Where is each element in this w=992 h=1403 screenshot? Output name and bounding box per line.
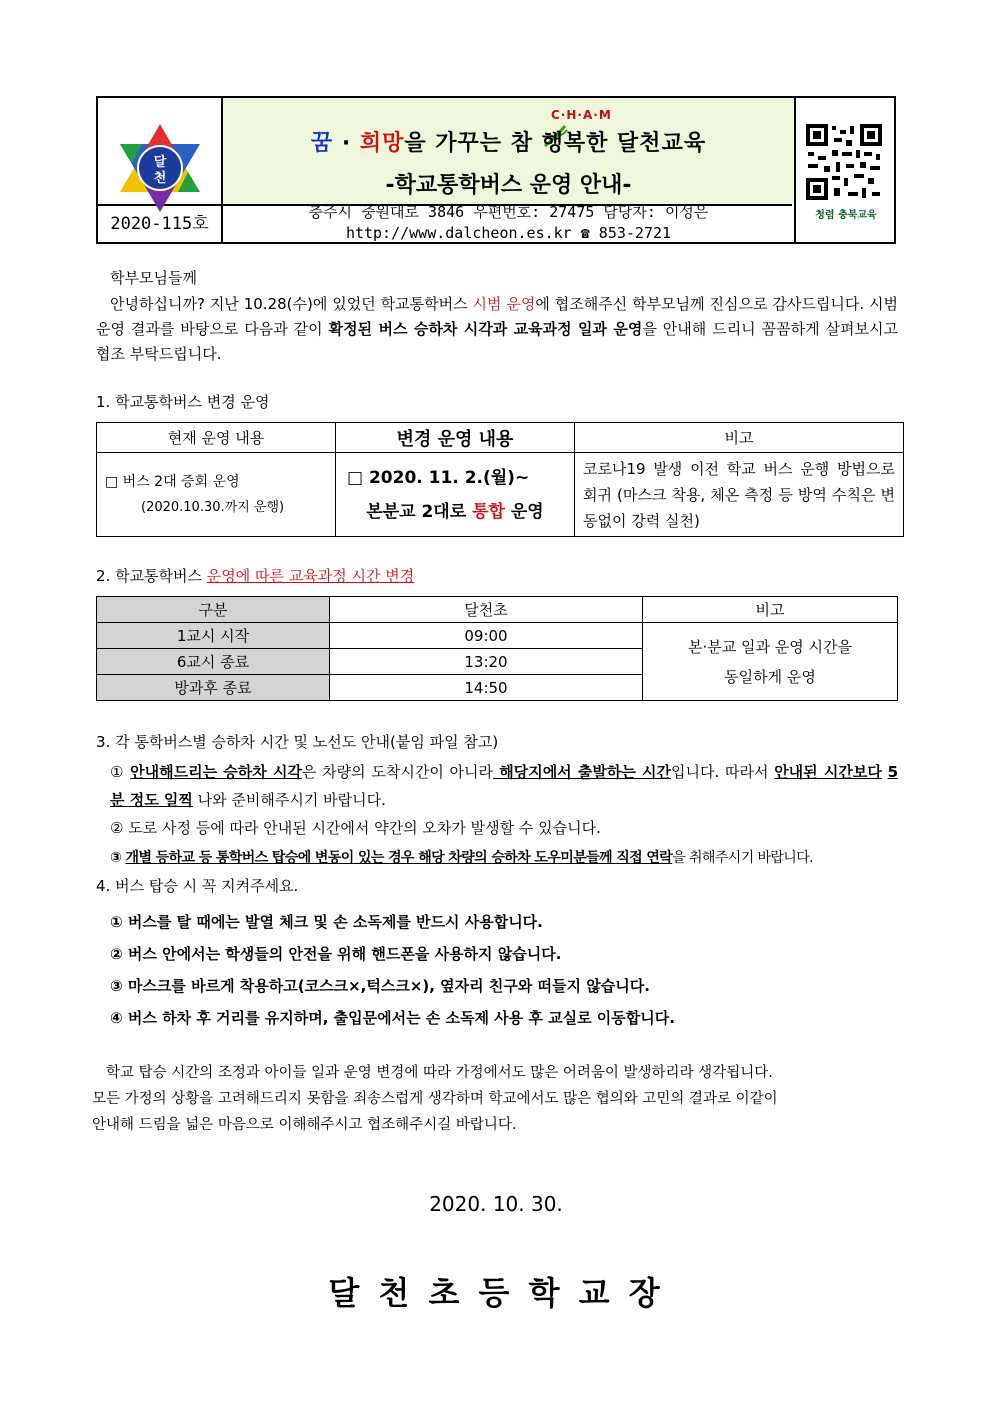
- contact-info: [223, 202, 794, 244]
- row-time: 14:50: [330, 675, 643, 701]
- section4-heading: 4. 버스 탑승 시 꼭 지켜주세요.: [96, 877, 299, 895]
- bus-change-table: [96, 422, 904, 537]
- greeting: 학부모님들께: [110, 269, 197, 287]
- row-label: 방과후 종료: [97, 675, 330, 701]
- section3-item-3: ③ 개별 등하교 등 통학버스 탑승에 변동이 있는 경우 해당 차량의 승하차 도우미분들께 직접 연락을 취해주시기 바랍니다.: [110, 850, 814, 866]
- document-number: 2020-115호: [110, 214, 209, 234]
- rule-item: ③ 마스크를 바르게 착용하고(코스크×,턱스크×), 옆자리 친구와 떠들지 않습니다.: [110, 977, 650, 995]
- slogan: 꿈 · 희망을 가꾸는 참 행복한 달천교육: [310, 131, 707, 156]
- qr-code[interactable]: [804, 122, 884, 202]
- slogan-panel: [223, 98, 794, 204]
- page-title: -학교통학버스 운영 안내-: [385, 173, 632, 198]
- rule-item: ② 버스 안에서는 학생들의 안전을 위해 핸드폰을 사용하지 않습니다.: [110, 945, 562, 963]
- safety-rules: [110, 906, 900, 1034]
- row-time: 13:20: [330, 649, 643, 675]
- row-time: 09:00: [330, 623, 643, 649]
- col-division: 구분: [97, 597, 330, 623]
- logo-text-1: 달: [153, 155, 167, 170]
- closing-paragraph: 학교 탑승 시간의 조정과 아이들 일과 운영 변경에 따라 가정에서도 많은 어려움이 발생하리라 생각됩니다. 모든 가정의 상황을 고려해드리지 못함을 죄송스럽게 생각하며 학교에서도 많은 협의와 고민의 결과로 이같이 안내해 드림을 넓은 마음으로 이해해주시고 협조해주시길 바랍니다.: [92, 1065, 778, 1133]
- logo-text-2: 천: [153, 171, 167, 186]
- section3-item-2: ② 도로 사정 등에 따라 안내된 시간에서 약간의 오차가 발생할 수 있습니다.: [110, 819, 601, 837]
- issue-date: 2020. 10. 30.: [429, 1192, 563, 1216]
- col-note: 비고: [575, 423, 904, 453]
- url-line: http://www.dalcheon.es.kr ☎ 853-2721: [345, 224, 672, 242]
- address-line: 충주시 중원대로 3846 우편번호: 27475 담당자: 이성은: [308, 203, 709, 221]
- rule-item: ④ 버스 하차 후 거리를 유지하며, 출입문에서는 손 소독제 사용 후 교실로 이동합니다.: [110, 1009, 675, 1027]
- col-school: 달천초: [330, 597, 643, 623]
- intro-paragraph: 안녕하십니까? 지난 10.28(수)에 있었던 학교통학버스 시범 운영에 협조해주신 학부모님께 진심으로 감사드립니다. 시범 운영 결과를 바탕으로 다음과 같이 확정된 버스 승하차 시각과 교육과정 일과 운영을 안내해 드리니 꼼꼼하게 살펴보시고 협조 부탁드립니다.: [96, 295, 898, 363]
- schedule-table: [96, 596, 898, 701]
- section3-heading: 3. 각 통학버스별 승하차 시간 및 노선도 안내(붙임 파일 참고): [96, 733, 499, 751]
- col-current: 현재 운영 내용: [97, 423, 336, 453]
- col-change: 변경 운영 내용: [336, 423, 575, 453]
- note-cell: 코로나19 발생 이전 학교 버스 운행 방법으로 회귀 (마스크 착용, 체온 측정 등 방역 수칙은 변동없이 강력 실천): [575, 453, 904, 537]
- change-cell: □ 2020. 11. 2.(월)~ 본분교 2대로 통합 운영: [336, 453, 575, 537]
- rule-item: ① 버스를 탈 때에는 발열 체크 및 손 소독제를 반드시 사용합니다.: [110, 913, 543, 931]
- section1-heading: 1. 학교통학버스 변경 운영: [96, 393, 270, 411]
- col-note: 비고: [643, 597, 898, 623]
- table-row: [97, 623, 898, 649]
- section2-heading: 2. 학교통학버스 운영에 따른 교육과정 시간 변경: [96, 567, 415, 585]
- letterhead: [96, 96, 896, 244]
- section3-item-1: ① 안내해드리는 승하차 시각은 차량의 도착시간이 아니라 해당지에서 출발하는 시간입니다. 따라서 안내된 시간보다 5분 정도 일찍 나와 준비해주시기 바랍니다.: [110, 763, 898, 809]
- row-label: 6교시 종료: [97, 649, 330, 675]
- schedule-note: 본·분교 일과 운영 시간을 동일하게 운영: [643, 623, 898, 701]
- row-label: 1교시 시작: [97, 623, 330, 649]
- qr-caption: 청렴 충북교육: [815, 210, 877, 221]
- cham-label: C·H·A·M: [551, 108, 612, 122]
- signature-principal: 달 천 초 등 학 교 장: [328, 1274, 664, 1312]
- school-logo: [112, 120, 208, 216]
- current-cell: □ 버스 2대 증회 운영 (2020.10.30.까지 운행): [97, 453, 336, 537]
